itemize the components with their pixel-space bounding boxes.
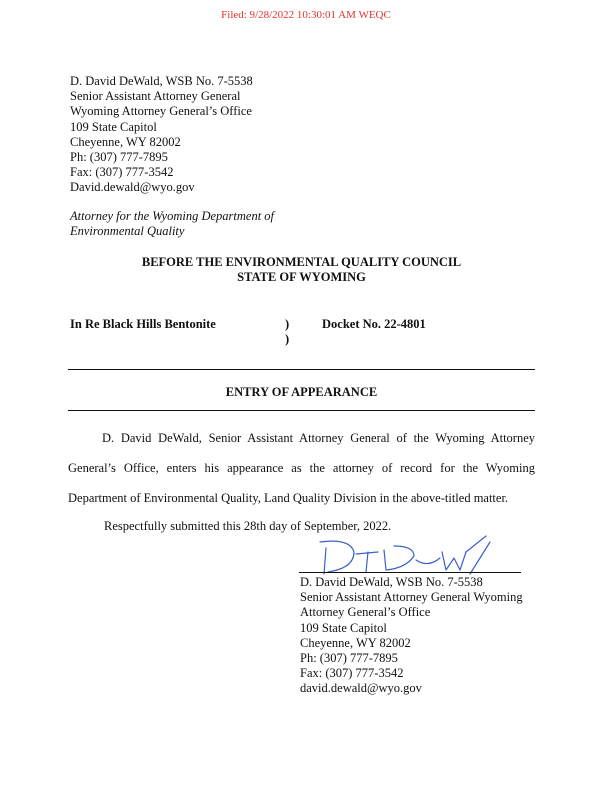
court-heading-line-2: STATE OF WYOMING: [237, 270, 366, 285]
signature-stroke-t: [356, 552, 378, 572]
signer-office-line: Attorney General’s Office: [300, 605, 431, 620]
signer-street-line: 109 State Capitol: [300, 620, 387, 635]
signature-stroke-d2: [384, 546, 414, 570]
attorney-city-line: Cheyenne, WY 82002: [70, 134, 181, 149]
appearance-paragraph: [68, 423, 535, 513]
signature-stroke-tail: [466, 536, 490, 574]
paragraph-line-1: D. David DeWald, Senior Assistant Attorney General of the Wyoming Attorney: [102, 431, 535, 445]
attorney-phone-line: Ph: (307) 777-7895: [70, 150, 168, 165]
document-title: ENTRY OF APPEARANCE: [225, 385, 378, 399]
signer-phone-line: Ph: (307) 777-7895: [300, 651, 398, 666]
signature-line: [299, 572, 521, 573]
court-heading-line-1: BEFORE THE ENVIRONMENTAL QUALITY COUNCIL: [141, 255, 462, 269]
signer-name-line: D. David DeWald, WSB No. 7-5538: [300, 575, 483, 589]
closing-line: Respectfully submitted this 28th day of September, 2022.: [104, 519, 392, 533]
attorney-fax-line: Fax: (307) 777-3542: [70, 165, 174, 180]
case-name: In Re Black Hills Bentonite: [70, 317, 216, 331]
attorney-name-line: D. David DeWald, WSB No. 7-5538: [70, 74, 253, 88]
signer-email-line: david.dewald@wyo.gov: [300, 681, 422, 696]
representation-line-1: Attorney for the Wyoming Department of: [70, 209, 275, 223]
filed-stamp: Filed: 9/28/2022 10:30:01 AM WEQC: [221, 9, 391, 21]
caption-paren-1: ): [285, 317, 290, 331]
divider-top: [68, 369, 535, 370]
paragraph-line-3: Department of Environmental Quality, Land Quality Division in the above-titled matter.: [68, 491, 509, 505]
court-heading: [68, 255, 535, 285]
signer-city-line: Cheyenne, WY 82002: [300, 635, 411, 650]
divider-bottom: [68, 410, 535, 411]
attorney-street-line: 109 State Capitol: [70, 119, 157, 134]
signature-stroke-w: [416, 552, 466, 570]
docket-number: Docket No. 22-4801: [322, 317, 426, 331]
caption-paren-2: ): [285, 332, 290, 347]
attorney-title-line: Senior Assistant Attorney General: [70, 89, 241, 104]
attorney-email-line: David.dewald@wyo.gov: [70, 180, 195, 195]
representation-note: [70, 209, 274, 239]
attorney-address-block: [70, 74, 253, 196]
caption-parentheses: [285, 317, 289, 347]
paragraph-line-2: General’s Office, enters his appearance as the attorney of record for the Wyoming: [68, 461, 535, 475]
signer-title-line: Senior Assistant Attorney General Wyoming: [300, 590, 523, 605]
signature-stroke-d: [320, 541, 354, 574]
attorney-office-line: Wyoming Attorney General’s Office: [70, 104, 252, 119]
representation-line-2: Environmental Quality: [70, 224, 185, 239]
signer-fax-line: Fax: (307) 777-3542: [300, 666, 404, 681]
signature-block: [300, 575, 523, 697]
